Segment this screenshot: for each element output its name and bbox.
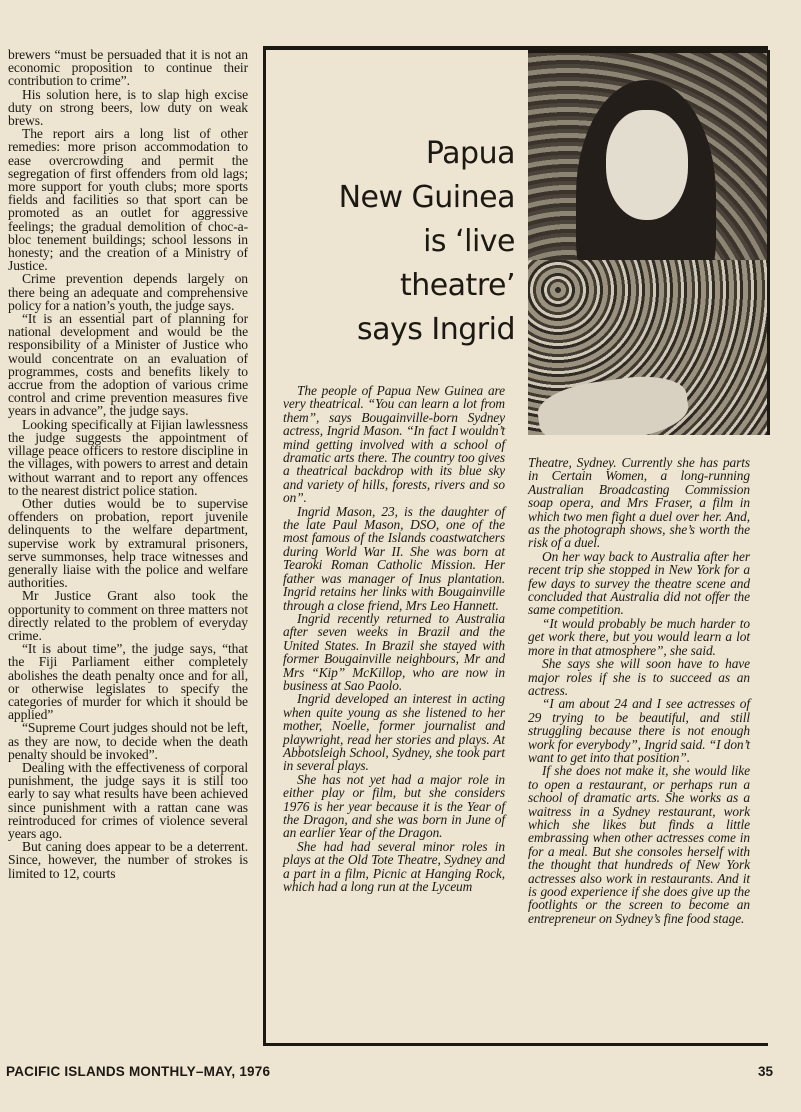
- paragraph: “It is about time”, the judge says, “that the Fiji Parliament either completely abolishes the death penalty once and for all, or otherwise legislates to specify the categories of murder for which it should be applied”: [8, 641, 248, 723]
- paragraph: Ingrid developed an interest in acting when quite young as she listened to her mother, Noelle, former journalist and playwright, read her stories and plays. At Abbotsleigh School, Sydney, she took part in several plays.: [283, 691, 505, 774]
- paragraph: Mr Justice Grant also took the opportunity to comment on three matters not directly related to the problem of everyday crime.: [8, 588, 248, 643]
- paragraph: Theatre, Sydney. Currently she has parts in Certain Women, a long-running Australian Broadcasting Commission soap opera, and Mrs Fraser, a film in which two men fight a duel over her. And, as the photograph shows, she’s worth the risk of a duel.: [528, 455, 750, 551]
- paragraph: But caning does appear to be a deterrent. Since, however, the number of strokes is limited to 12, courts: [8, 839, 248, 881]
- paragraph: On her way back to Australia after her recent trip she stopped in New York for a few days to survey the theatre scene and concluded that Australia did not offer the same competition.: [528, 548, 750, 618]
- headline-line: says Ingrid: [356, 312, 515, 347]
- page-number: 35: [758, 1064, 774, 1079]
- paragraph: If she does not make it, she would like to open a restaurant, or perhaps run a school of dramatic arts. She works as a waitress in a Sydney restaurant, work which she likes but finds a little embrassing when other actresses come in for a meal. But she consoles herself with the thought that hundreds of New York actresses also work in restaurants. And it is good experience if she does give up the footlights or the screen to become an entrepreneur on Sydney’s fine food stage.: [528, 763, 750, 926]
- paragraph: Dealing with the effectiveness of corporal punishment, the judge says it is still too early to say what results have been achieved since punishment with a rattan cane was reintroduced for crimes of violence several years ago.: [8, 759, 248, 841]
- paragraph: She says she will soon have to have major roles if she is to succeed as an actress.: [528, 656, 750, 698]
- paragraph: “It is an essential part of planning for national development and would be the responsibility of a Minister of Justice who would concentrate on an evaluation of programmes, costs and benefits likely to accrue from the adoption of various crime control and crime prevention measures five years in advance”, the judge says.: [8, 311, 248, 419]
- publication-footer: PACIFIC ISLANDS MONTHLY–MAY, 1976: [6, 1064, 271, 1079]
- paragraph: She has not yet had a major role in either play or film, but she considers 1976 is her year because it is the Year of the Dragon, and she was born in June of an earlier Year of the Dragon.: [283, 771, 505, 841]
- left-article-column: [8, 48, 248, 880]
- paragraph: The report airs a long list of other remedies: more prison accommodation to ease overcrowding and permit the segregation of first offenders from old lags; more support for youth clubs; more sports fields and facilities so that sport can be promoted as an outlet for aggressive feelings; the gradual demolition of choc-a-bloc tenement buildings; school lessons in honesty; and the creation of a Ministry of Justice.: [8, 126, 248, 274]
- paragraph: Looking specifically at Fijian lawlessness the judge suggests the appointment of village peace officers to restore discipline in the villages, with powers to arrest and detain without warrant and to report any offences to the nearest district police station.: [8, 416, 248, 498]
- paragraph: His solution here, is to slap high excise duty on strong beers, low duty on weak brews.: [8, 86, 248, 129]
- feature-column-left: [283, 384, 505, 893]
- headline-line: theatre’: [399, 268, 515, 303]
- headline-line: Papua: [425, 136, 515, 171]
- paragraph: Ingrid recently returned to Australia after seven weeks in Brazil and the United States. In Brazil she stayed with former Bougainville neighbours, Mr and Mrs “Kip” McKillop, who are now in business at Sao Paolo.: [283, 610, 505, 693]
- paragraph: Ingrid Mason, 23, is the daughter of the late Paul Mason, DSO, one of the most famous of the Islands coastwatchers during World War II. She was born at Tearoki Roman Catholic Mission. Her father was manager of Inus plantation. Ingrid retains her links with Bougainville through a close friend, Mrs Leo Hannett.: [283, 503, 505, 613]
- paragraph: Other duties would be to supervise offenders on probation, report juvenile delinquents to the welfare department, supervise work by extramural prisoners, serve summonses, help trace witnesses and generally liaise with the police and welfare authorities.: [8, 495, 248, 591]
- feature-column-right: [528, 456, 750, 925]
- paragraph: She had had several minor roles in plays at the Old Tote Theatre, Sydney and a part in a film, Picnic at Hanging Rock, which had a long run at the Lyceum: [283, 838, 505, 895]
- photo-frame: [528, 50, 770, 435]
- headline-line: is ‘live: [423, 224, 515, 259]
- feature-headline: [300, 132, 515, 352]
- paragraph: “It would probably be much harder to get work there, but you would learn a lot more in that atmosphere”, she said.: [528, 615, 750, 658]
- paragraph: brewers “must be persuaded that it is not an economic proposition to continue their contribution to crime”.: [8, 47, 248, 89]
- paragraph: Crime prevention depends largely on there being an adequate and comprehensive policy for a nation’s youth, the judge says.: [8, 271, 248, 313]
- paragraph: The people of Papua New Guinea are very theatrical. “You can learn a lot from them”, says Bougainville-born Sydney actress, Ingrid Mason. “In fact I wouldn’t mind getting involved with a school of dramatic arts there. The country too gives a theatrical backdrop with its blue sky and variety of hills, forests, rivers and so on”.: [283, 383, 505, 506]
- paragraph: “I am about 24 and I see actresses of 29 trying to be beautiful, and still struggling because there is not enough work for everybody”, Ingrid said. “I don’t want to get into that position”.: [528, 696, 750, 765]
- paragraph: “Supreme Court judges should not be left, as they are now, to decide when the death penalty should be invoked”.: [8, 720, 248, 762]
- headline-line: New Guinea: [338, 180, 515, 215]
